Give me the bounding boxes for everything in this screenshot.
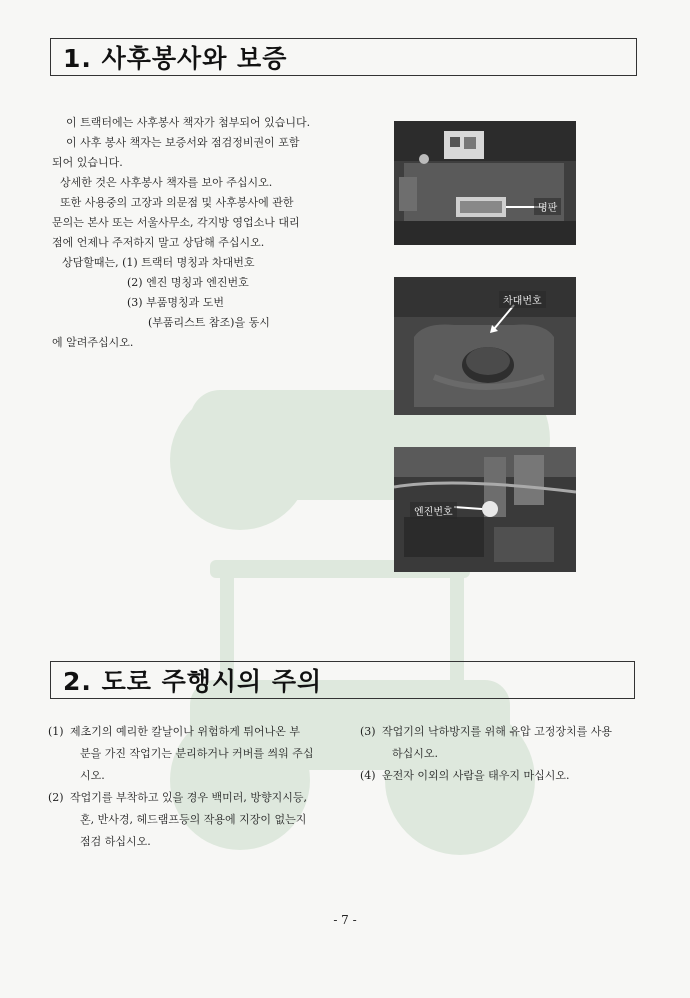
paragraph-line: (2) 엔진 명칭과 엔진번호 — [127, 276, 249, 289]
paragraph-line: 문의는 본사 또는 서울사무소, 각지방 영업소나 대리 — [52, 216, 300, 229]
paragraph-line: (부품리스트 참조)을 동시 — [148, 316, 270, 329]
item-line: 제초기의 예리한 칼날이나 위험하게 튀어나온 부 — [70, 725, 301, 738]
nameplate-photo — [394, 121, 576, 245]
chassis-number-label: 차대번호 — [499, 291, 546, 308]
section1-paragraph — [52, 113, 342, 353]
item-number: (2) — [48, 791, 64, 804]
list-item — [48, 787, 348, 853]
section2-right-list — [360, 721, 650, 787]
section1-header — [50, 38, 637, 76]
item-line: 운전자 이외의 사람을 태우지 마십시오. — [382, 769, 570, 782]
item-line: 작업기를 부착하고 있을 경우 백미러, 방향지시등, — [70, 791, 307, 804]
section1-title: 1. 사후봉사와 보증 — [63, 44, 288, 73]
page-number: - 7 - — [333, 913, 357, 927]
paragraph-line: 되어 있습니다. — [52, 156, 123, 169]
item-line: 시오. — [80, 769, 105, 782]
paragraph-line: (3) 부품명칭과 도번 — [127, 296, 224, 309]
chassis-number-photo — [394, 277, 576, 415]
list-item — [48, 721, 348, 787]
paragraph-line: 에 알려주십시오. — [52, 336, 134, 349]
paragraph-line: 또한 사용중의 고장과 의문점 및 사후봉사에 관한 — [60, 196, 294, 209]
item-line: 혼, 반사경, 헤드램프등의 작용에 지장이 없는지 — [80, 813, 307, 826]
item-number: (3) — [360, 725, 376, 738]
section2-header — [50, 661, 635, 699]
paragraph-line: 이 사후 봉사 책자는 보증서와 점검정비권이 포함 — [66, 136, 300, 149]
list-item — [360, 765, 650, 787]
item-number: (4) — [360, 769, 376, 782]
list-item — [360, 721, 650, 765]
item-line: 분을 가진 작업기는 분리하거나 커버를 씌워 주십 — [80, 747, 314, 760]
paragraph-line: 상세한 것은 사후봉사 책자를 보아 주십시오. — [60, 176, 273, 189]
paragraph-line: 상담할때는, (1) 트랙터 명칭과 차대번호 — [62, 256, 255, 269]
engine-number-label: 엔진번호 — [410, 502, 457, 519]
item-line: 점검 하십시오. — [80, 835, 151, 848]
section2-left-list — [48, 721, 348, 853]
item-line: 작업기의 낙하방지를 위해 유압 고정장치를 사용 — [382, 725, 613, 738]
section2-title: 2. 도로 주행시의 주의 — [63, 667, 323, 696]
paragraph-line: 점에 언제나 주저하지 말고 상담해 주십시오. — [52, 236, 265, 249]
item-number: (1) — [48, 725, 64, 738]
paragraph-line: 이 트랙터에는 사후봉사 책자가 첨부되어 있습니다. — [66, 116, 311, 129]
nameplate-label: 명판 — [534, 198, 561, 215]
item-line: 하십시오. — [392, 747, 439, 760]
engine-number-photo — [394, 447, 576, 572]
